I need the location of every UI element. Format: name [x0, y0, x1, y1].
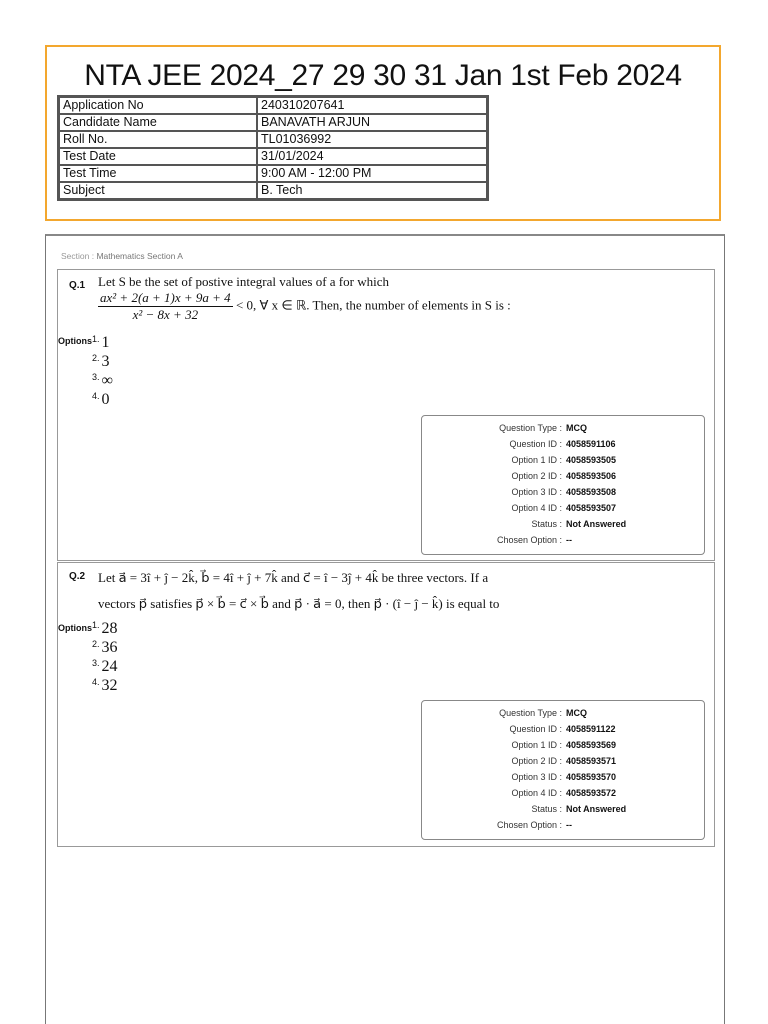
meta-value: Not Answered [566, 519, 627, 529]
meta-row [422, 503, 704, 519]
meta-key: Chosen Option : [496, 535, 562, 545]
meta-key: Option 4 ID : [511, 788, 562, 798]
field-value: B. Tech [257, 182, 487, 199]
option-index: 4. [92, 391, 100, 401]
option-4[interactable] [92, 677, 118, 695]
meta-value: 4058593569 [566, 740, 617, 750]
field-label: Roll No. [59, 131, 257, 148]
fraction-numerator: ax² + 2(a + 1)x + 9a + 4 [100, 290, 231, 305]
options-label: Options [58, 623, 92, 633]
meta-row [422, 535, 704, 551]
meta-row [422, 423, 704, 439]
question-meta-panel [421, 415, 705, 555]
question-meta-panel [421, 700, 705, 840]
meta-value: 4058593506 [566, 471, 617, 481]
meta-row [422, 724, 704, 740]
meta-value: 4058593505 [566, 455, 617, 465]
field-label: Test Date [59, 148, 257, 165]
section-prefix: Section : [61, 251, 97, 261]
meta-value: 4058591106 [566, 439, 616, 449]
meta-value: Not Answered [566, 804, 627, 814]
question-number: Q.2 [69, 571, 86, 582]
table-row [59, 114, 487, 131]
meta-key: Status : [531, 804, 562, 814]
option-index: 3. [92, 372, 100, 382]
meta-key: Option 3 ID : [511, 487, 562, 497]
field-value: BANAVATH ARJUN [257, 114, 487, 131]
meta-key: Question Type : [499, 423, 562, 433]
field-label: Candidate Name [59, 114, 257, 131]
question-text-line-1: Let a⃗ = 3î + ĵ − 2k̂, b⃗ = 4î + ĵ + 7k̂ and c⃗ = î − 3ĵ + 4k̂ be three vectors. If a [98, 570, 489, 585]
field-value: 9:00 AM - 12:00 PM [257, 165, 487, 182]
meta-row [422, 519, 704, 535]
question-text-line-1: Let S be the set of postive integral values of a for which [98, 274, 389, 289]
question-text-line-2 [98, 290, 511, 323]
table-row [59, 97, 487, 114]
question-card-2 [57, 562, 715, 847]
question-card-1 [57, 269, 715, 561]
meta-value: 4058593570 [566, 772, 617, 782]
option-1[interactable] [92, 620, 118, 638]
section-name: Mathematics Section A [96, 251, 183, 261]
meta-key: Option 4 ID : [511, 503, 562, 513]
option-value: 28 [101, 620, 118, 637]
candidate-header [45, 45, 721, 221]
meta-key: Option 1 ID : [511, 455, 562, 465]
table-row [59, 182, 487, 199]
field-label: Test Time [59, 165, 257, 182]
meta-key: Question Type : [499, 708, 562, 718]
field-value: TL01036992 [257, 131, 487, 148]
meta-value: 4058591122 [566, 724, 616, 734]
question-text-tail: < 0, ∀ x ∈ ℝ. Then, the number of elements in S is : [235, 297, 511, 313]
meta-value: 4058593571 [566, 756, 617, 766]
option-value: 1 [101, 334, 110, 351]
meta-key: Question ID : [509, 439, 562, 449]
field-label: Application No [59, 97, 257, 114]
meta-key: Status : [531, 519, 562, 529]
option-3[interactable] [92, 658, 118, 676]
option-value: 36 [101, 639, 118, 656]
candidate-info-table [57, 95, 489, 201]
meta-value: -- [566, 820, 572, 830]
meta-row [422, 487, 704, 503]
option-2[interactable] [92, 639, 118, 657]
meta-value: MCQ [566, 423, 587, 433]
page-title: NTA JEE 2024_27 29 30 31 Jan 1st Feb 2024 [84, 59, 682, 92]
meta-key: Option 2 ID : [511, 471, 562, 481]
option-4[interactable] [92, 391, 110, 409]
meta-row [422, 772, 704, 788]
meta-key: Chosen Option : [496, 820, 562, 830]
response-sheet [45, 234, 725, 1024]
option-index: 1. [92, 334, 100, 344]
option-value: 24 [101, 658, 118, 675]
option-value: 0 [101, 391, 110, 408]
meta-row [422, 708, 704, 724]
option-index: 3. [92, 658, 100, 668]
question-text-line-2: vectors p⃗ satisfies p⃗ × b⃗ = c⃗ × b⃗ and p⃗ · a⃗ = 0, then p⃗ · (î − ĵ − k̂) is equal to [98, 596, 500, 611]
inequality-fraction [98, 290, 233, 323]
options-label: Options [58, 336, 92, 346]
meta-row [422, 740, 704, 756]
field-value: 240310207641 [257, 97, 487, 114]
meta-value: -- [566, 535, 572, 545]
meta-row [422, 756, 704, 772]
option-index: 1. [92, 620, 100, 630]
option-index: 2. [92, 353, 100, 363]
option-value: ∞ [101, 372, 113, 389]
meta-value: 4058593507 [566, 503, 617, 513]
section-label [61, 251, 183, 261]
question-number: Q.1 [69, 280, 86, 291]
meta-row [422, 455, 704, 471]
meta-key: Option 2 ID : [511, 756, 562, 766]
option-value: 3 [101, 353, 110, 370]
table-row [59, 148, 487, 165]
option-1[interactable] [92, 334, 110, 352]
option-value: 32 [101, 677, 118, 694]
meta-value: 4058593508 [566, 487, 617, 497]
meta-row [422, 439, 704, 455]
meta-row [422, 820, 704, 836]
option-index: 2. [92, 639, 100, 649]
option-index: 4. [92, 677, 100, 687]
fraction-denominator: x² − 8x + 32 [132, 307, 199, 322]
meta-value: MCQ [566, 708, 587, 718]
option-3[interactable] [92, 372, 113, 390]
meta-key: Option 3 ID : [511, 772, 562, 782]
meta-row [422, 471, 704, 487]
field-value: 31/01/2024 [257, 148, 487, 165]
field-label: Subject [59, 182, 257, 199]
meta-key: Option 1 ID : [511, 740, 562, 750]
table-row [59, 131, 487, 148]
meta-row [422, 788, 704, 804]
meta-key: Question ID : [509, 724, 562, 734]
option-2[interactable] [92, 353, 110, 371]
meta-value: 4058593572 [566, 788, 617, 798]
meta-row [422, 804, 704, 820]
table-row [59, 165, 487, 182]
